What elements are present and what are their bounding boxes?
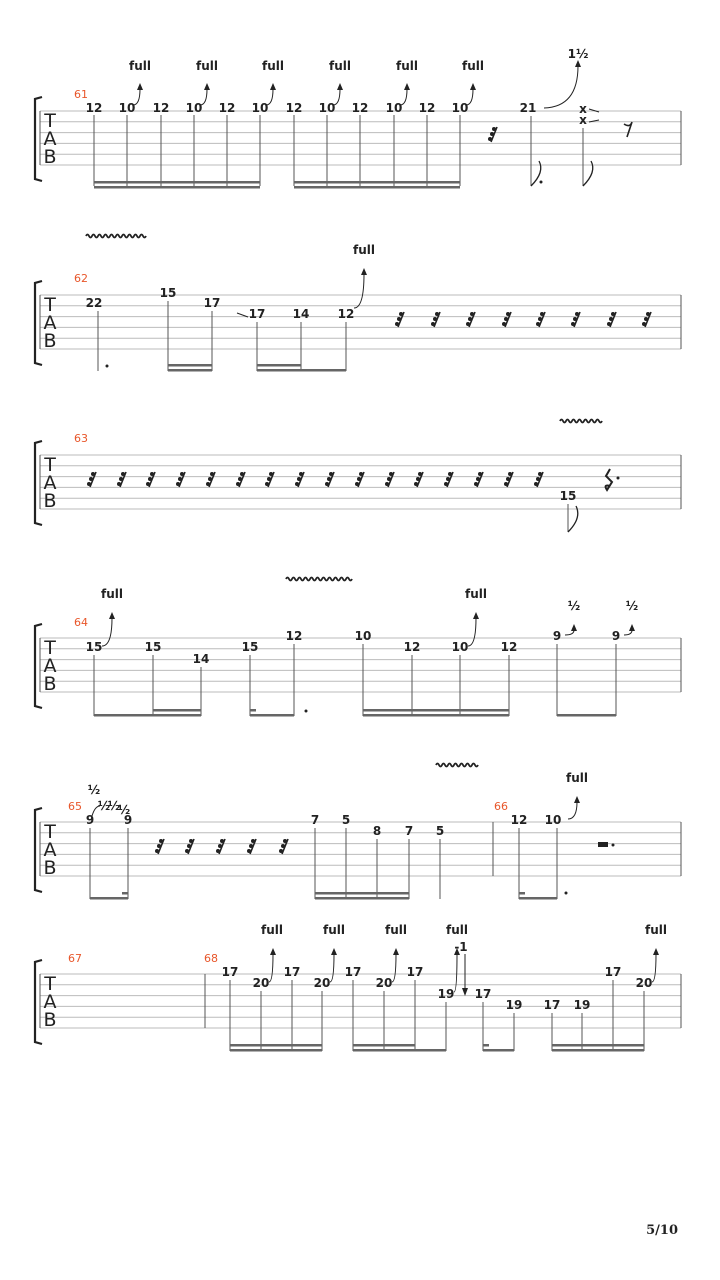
dot (106, 365, 109, 368)
rest-dot (89, 477, 93, 481)
rest-dot (538, 472, 542, 476)
fret-number: 12 (500, 640, 518, 654)
beam (250, 714, 294, 717)
bend-arrow-icon (331, 948, 337, 955)
rest-dot (269, 472, 273, 476)
bar-number: 67 (68, 952, 82, 965)
fret-number: 20 (313, 976, 331, 990)
rest-dot (536, 322, 540, 326)
rest-dot (536, 477, 540, 481)
flag (568, 506, 578, 532)
bar-number: 65 (68, 800, 82, 813)
system-bracket (35, 960, 42, 1044)
rest-dot (325, 482, 329, 486)
rest-dot (146, 482, 150, 486)
page-number: 5/10 (646, 1223, 678, 1238)
bend-label: full (262, 59, 284, 73)
beam (483, 1044, 489, 1047)
dot (565, 892, 568, 895)
rest-dot (418, 472, 422, 476)
dot (617, 477, 620, 480)
bend-arrow-icon (653, 948, 659, 955)
rest-dot (448, 472, 452, 476)
rest-dot (299, 472, 303, 476)
fret-number: 17 (283, 965, 301, 979)
beam (257, 369, 346, 372)
beam (168, 369, 212, 372)
fret-number: 7 (404, 824, 414, 838)
rest-dot (251, 839, 255, 843)
fret-number: 10 (318, 101, 336, 115)
rest-dot (644, 317, 648, 321)
bend-label: ½ (97, 799, 111, 813)
fret-number: 12 (351, 101, 369, 115)
rest-dot (236, 482, 240, 486)
bend-label: full (129, 59, 151, 73)
rest-dot (267, 477, 271, 481)
bend-label: full (101, 587, 123, 601)
fret-number: 12 (510, 813, 528, 827)
bend-arrow-icon (575, 60, 581, 67)
rest-dot (534, 482, 538, 486)
fret-number: 17 (203, 296, 221, 310)
beam (315, 892, 409, 895)
rest-icon (624, 122, 632, 137)
rest-dot (240, 472, 244, 476)
tab-system-4 (35, 578, 681, 717)
beam (552, 1044, 644, 1047)
beam (552, 1049, 644, 1052)
rest-dot (387, 477, 391, 481)
rest-dot (611, 312, 615, 316)
tab-clef-letter: A (43, 312, 57, 334)
beam (519, 897, 557, 900)
vibrato-icon (560, 420, 602, 423)
tab-system-2 (35, 235, 681, 372)
bend-label: full (329, 59, 351, 73)
bend-label: full (465, 587, 487, 601)
system-bracket (35, 281, 42, 365)
rest-dot (490, 132, 494, 136)
tab-clef-letter: T (44, 454, 56, 476)
bend-label: full (446, 923, 468, 937)
bend-arrow-icon (571, 624, 577, 631)
tab-clef-letter: B (43, 330, 57, 352)
dot (540, 181, 543, 184)
release-arrow-icon (462, 988, 468, 996)
rest-dot (414, 482, 418, 486)
beam (557, 714, 616, 717)
vibrato-icon (286, 578, 352, 581)
bend-arrow-icon (470, 83, 476, 90)
bend-arrow-icon (270, 83, 276, 90)
fret-number: 10 (118, 101, 136, 115)
bend-curve (354, 274, 364, 308)
fret-number: 9 (85, 813, 95, 827)
bend-curve (269, 954, 273, 982)
beam (250, 709, 256, 712)
bend-arrow-icon (137, 83, 143, 90)
rest-dot (249, 844, 253, 848)
fret-number: 14 (292, 307, 310, 321)
bend-arrow-icon (270, 948, 276, 955)
tab-clef-letter: T (44, 294, 56, 316)
tab-system-3 (35, 420, 681, 533)
rest-dot (540, 312, 544, 316)
tab-clef-letter: B (43, 146, 57, 168)
rest-dot (159, 839, 163, 843)
beam (483, 1049, 514, 1052)
fret-number: 10 (354, 629, 372, 643)
bend-label: full (385, 923, 407, 937)
rest-dot (575, 312, 579, 316)
bend-arrow-icon (204, 83, 210, 90)
rest-dot (247, 849, 251, 853)
ghost-note: x (579, 102, 587, 116)
fret-number: 5 (341, 813, 351, 827)
rest-dot (642, 322, 646, 326)
fret-number: 17 (604, 965, 622, 979)
bar-number: 61 (74, 88, 88, 101)
fret-number: 15 (241, 640, 259, 654)
fret-number: 12 (337, 307, 355, 321)
tab-clef-letter: T (44, 973, 56, 995)
rest-dot (220, 839, 224, 843)
beam (90, 897, 128, 900)
beam (353, 1044, 415, 1047)
beam (519, 892, 525, 895)
rest-dot (355, 482, 359, 486)
rest-dot (178, 477, 182, 481)
beam (94, 186, 260, 189)
rest-dot (488, 137, 492, 141)
bend-label: ½ (625, 599, 639, 613)
rest-dot (265, 482, 269, 486)
rest-dot (295, 482, 299, 486)
rest-dot (155, 849, 159, 853)
system-bracket (35, 624, 42, 708)
fret-number: 21 (519, 101, 537, 115)
rest-dot (478, 472, 482, 476)
fret-number: 5 (435, 824, 445, 838)
bend-arrow-icon (337, 83, 343, 90)
fret-number: 17 (221, 965, 239, 979)
fret-number: 10 (544, 813, 562, 827)
bend-label: full (645, 923, 667, 937)
rest-dot (609, 317, 613, 321)
bar-number: 64 (74, 616, 88, 629)
rest-dot (297, 477, 301, 481)
bend-arrow-icon (404, 83, 410, 90)
rest-dot (435, 312, 439, 316)
fret-number: 10 (451, 640, 469, 654)
rest-dot (444, 482, 448, 486)
rest-dot (119, 477, 123, 481)
rest-dot (180, 472, 184, 476)
bend-label: 1½ (567, 47, 589, 61)
fret-number: 15 (85, 640, 103, 654)
dot (612, 844, 615, 847)
rest-dot (327, 477, 331, 481)
fret-number: 10 (185, 101, 203, 115)
half-rest-icon (598, 842, 608, 847)
beam (257, 364, 301, 367)
rest-dot (357, 477, 361, 481)
bar-number: 63 (74, 432, 88, 445)
fret-number: 17 (248, 307, 266, 321)
bend-label: ½ (107, 799, 121, 813)
rest-dot (433, 317, 437, 321)
bend-label: -1 (454, 940, 468, 954)
bend-label: full (396, 59, 418, 73)
rest-dot (646, 312, 650, 316)
rest-dot (538, 317, 542, 321)
rest-dot (329, 472, 333, 476)
fret-number: 10 (251, 101, 269, 115)
beam (315, 897, 409, 900)
fret-number: 12 (418, 101, 436, 115)
tab-clef-letter: A (43, 991, 57, 1013)
fret-number: 12 (85, 101, 103, 115)
rest-dot (466, 322, 470, 326)
rest-dot (91, 472, 95, 476)
bend-arrow-icon (629, 624, 635, 631)
fret-number: 15 (559, 489, 577, 503)
rest-dot (573, 317, 577, 321)
rest-dot (281, 844, 285, 848)
bend-curve (568, 802, 577, 819)
bend-curve (652, 954, 656, 982)
bend-arrow-icon (109, 612, 115, 619)
tab-clef-letter: B (43, 1009, 57, 1031)
rest-dot (492, 127, 496, 131)
rest-dot (189, 839, 193, 843)
fret-number: 20 (252, 976, 270, 990)
rest-dot (218, 844, 222, 848)
rest-dot (506, 477, 510, 481)
tab-clef-letter: A (43, 472, 57, 494)
rest-dot (504, 317, 508, 321)
fret-number: 15 (144, 640, 162, 654)
tab-clef-letter: A (43, 839, 57, 861)
fret-number: 17 (344, 965, 362, 979)
rest-dot (216, 849, 220, 853)
beam (230, 1049, 322, 1052)
bend-curve (544, 66, 578, 108)
fret-number: 19 (437, 987, 455, 1001)
beam (363, 714, 509, 717)
ghost-note: x (579, 113, 587, 127)
fret-number: 12 (285, 101, 303, 115)
beam (294, 186, 460, 189)
tab-clef-letter: T (44, 637, 56, 659)
bend-arrow-icon (473, 612, 479, 619)
bend-arrow-icon (361, 268, 367, 275)
rest-dot (389, 472, 393, 476)
bend-label: ½ (567, 599, 581, 613)
tab-clef-letter: B (43, 673, 57, 695)
rest-dot (506, 312, 510, 316)
bend-label: ½ (87, 783, 101, 797)
fret-number: 19 (505, 998, 523, 1012)
system-bracket (35, 808, 42, 892)
rest-dot (87, 482, 91, 486)
tab-clef-letter: A (43, 655, 57, 677)
fret-number: 8 (372, 824, 382, 838)
beam (153, 709, 201, 712)
rest-dot (206, 482, 210, 486)
rest-dot (504, 482, 508, 486)
tab-system-1 (35, 47, 681, 189)
tab-clef-letter: B (43, 490, 57, 512)
fret-number: 9 (552, 629, 562, 643)
beam (363, 709, 509, 712)
bar-number: 68 (204, 952, 218, 965)
tab-clef-letter: A (43, 128, 57, 150)
rest-dot (399, 312, 403, 316)
fret-number: 7 (310, 813, 320, 827)
bar-number: 62 (74, 272, 88, 285)
fret-number: 10 (385, 101, 403, 115)
rest-dot (238, 477, 242, 481)
rest-dot (185, 849, 189, 853)
fret-number: 20 (635, 976, 653, 990)
rest-dot (395, 322, 399, 326)
fret-number: 19 (573, 998, 591, 1012)
rest-dot (397, 317, 401, 321)
bend-label: full (196, 59, 218, 73)
system-bracket (35, 441, 42, 525)
fret-number: 17 (474, 987, 492, 1001)
rest-dot (117, 482, 121, 486)
rest-dot (121, 472, 125, 476)
rest-dot (385, 482, 389, 486)
bar-number: 66 (494, 800, 508, 813)
fret-number: 12 (218, 101, 236, 115)
rest-dot (607, 322, 611, 326)
fret-number: 15 (159, 286, 177, 300)
rest-dot (279, 849, 283, 853)
bend-arrow-icon (574, 796, 580, 803)
fret-number: 12 (152, 101, 170, 115)
tab-system-6 (35, 923, 681, 1052)
beam (230, 1044, 322, 1047)
rest-dot (359, 472, 363, 476)
fret-number: 22 (85, 296, 103, 310)
bend-curve (330, 954, 334, 982)
tab-clef-letter: T (44, 110, 56, 132)
rest-dot (157, 844, 161, 848)
rest-dot (476, 477, 480, 481)
rest-dot (416, 477, 420, 481)
fret-number: 14 (192, 652, 210, 666)
rest-dot (208, 477, 212, 481)
rest-dot (502, 322, 506, 326)
fret-number: 9 (611, 629, 621, 643)
bend-label: full (566, 771, 588, 785)
bend-label: full (462, 59, 484, 73)
beam (168, 364, 212, 367)
rest-dot (176, 482, 180, 486)
rest-dot (283, 839, 287, 843)
bend-label: full (261, 923, 283, 937)
bend-curve (392, 954, 396, 982)
vibrato-icon (86, 235, 146, 238)
fret-number: 17 (543, 998, 561, 1012)
rest-dot (150, 472, 154, 476)
bend-curve (454, 954, 457, 992)
rest-dot (148, 477, 152, 481)
beam (94, 714, 201, 717)
fret-number: 20 (375, 976, 393, 990)
bend-curve (468, 618, 476, 646)
fret-number: 12 (285, 629, 303, 643)
tab-system-5 (35, 764, 681, 900)
system-bracket (35, 97, 42, 181)
fret-number: 9 (123, 813, 133, 827)
vibrato-icon (436, 764, 478, 767)
quarter-rest-icon (606, 469, 612, 490)
beam (294, 181, 460, 184)
rest-dot (187, 844, 191, 848)
bend-label: full (323, 923, 345, 937)
tab-clef-letter: B (43, 857, 57, 879)
bend-arrow-icon (393, 948, 399, 955)
beam (122, 892, 128, 895)
rest-dot (470, 312, 474, 316)
rest-dot (571, 322, 575, 326)
rest-dot (210, 472, 214, 476)
fret-number: 10 (451, 101, 469, 115)
bend-curve (102, 618, 112, 646)
rest-dot (431, 322, 435, 326)
bend-label: full (353, 243, 375, 257)
fret-number: 17 (406, 965, 424, 979)
beam (94, 181, 260, 184)
tab-clef-letter: T (44, 821, 56, 843)
rest-dot (446, 477, 450, 481)
rest-dot (468, 317, 472, 321)
beam (353, 1049, 446, 1052)
dot (305, 710, 308, 713)
rest-dot (474, 482, 478, 486)
rest-dot (508, 472, 512, 476)
bend-label: ½ (117, 803, 131, 817)
fret-number: 12 (403, 640, 421, 654)
